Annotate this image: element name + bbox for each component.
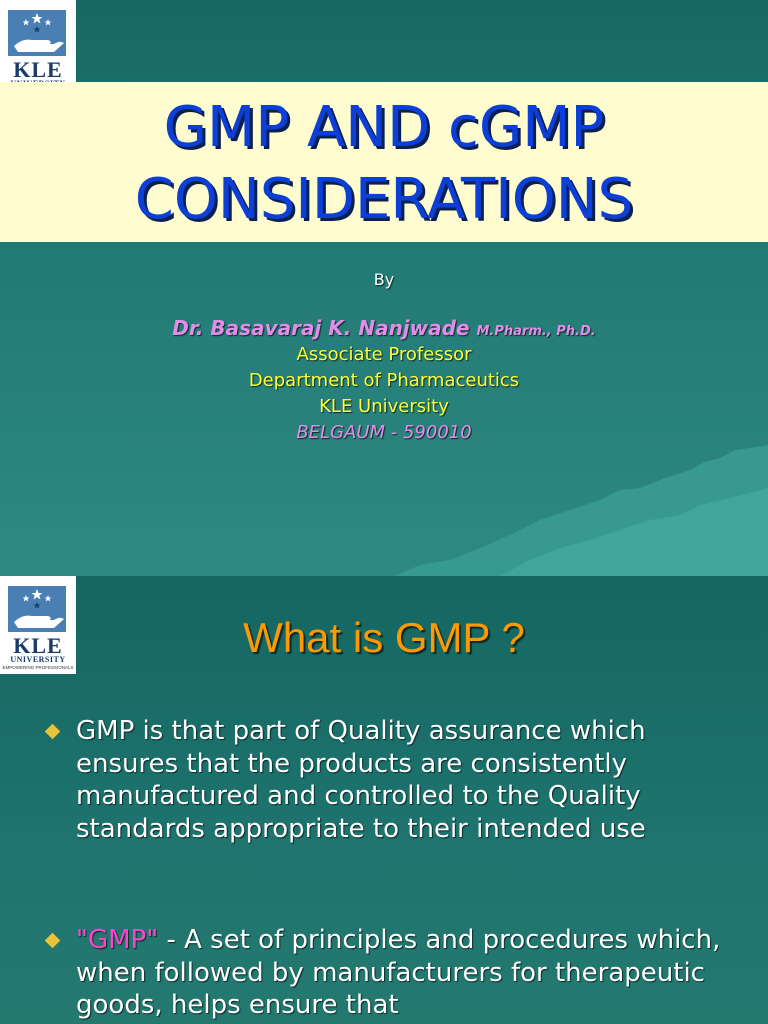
by-label: By: [373, 270, 395, 289]
author-role: Associate Professor: [296, 344, 472, 365]
author-department: Department of Pharmaceutics: [248, 370, 520, 391]
bullet-definition: - A set of principles and procedures which, when followed by manufacturers for therapeutic goods, helps ensure that: [76, 925, 721, 1020]
diamond-bullet-icon: [44, 716, 68, 746]
logo-brand: KLE: [13, 633, 63, 658]
author-city: BELGAUM - 590010: [296, 422, 472, 443]
hand-with-stars-icon: [8, 10, 66, 56]
logo-tagline: EMPOWERING PROFESSIONALS: [2, 665, 74, 670]
bullet-text: GMP is that part of Quality assurance which ensures that the products are consistently manufactured and controlled to the Quality standards appropriate to their intended use: [76, 716, 646, 844]
slide-title-line-1: GMP AND cGMP: [163, 95, 605, 160]
logo-brand: KLE: [13, 57, 63, 82]
slide-heading: What is GMP ?: [243, 614, 525, 661]
bullet-term: "GMP": [76, 925, 159, 955]
author-line: [0, 316, 768, 340]
diamond-bullet-icon: [44, 925, 68, 955]
author-degrees: M.Pharm., Ph.D.: [476, 324, 596, 339]
author-university: KLE University: [319, 396, 449, 417]
bullet-text: [76, 924, 746, 1022]
author-name: Dr. Basavaraj K. Nanjwade: [172, 316, 470, 340]
slide-title-line-2: CONSIDERATIONS: [134, 167, 634, 232]
logo-sub: UNIVERSITY: [10, 655, 66, 664]
